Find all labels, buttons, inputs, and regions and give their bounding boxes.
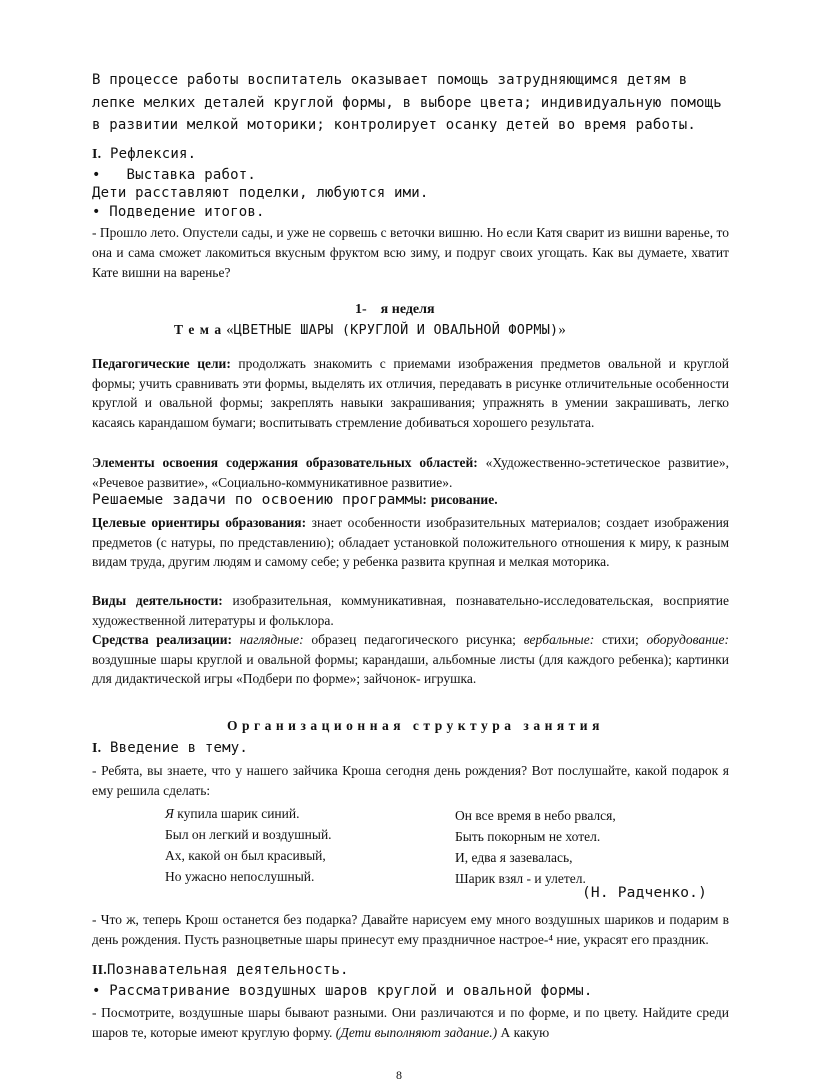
page-number: 8 [396,1068,402,1082]
topic-open-quote: « [226,322,234,338]
bullet-icon: • [92,983,101,999]
poem-line: И, едва я зазевалась, [455,850,573,865]
tasks-value: рисование. [430,492,498,507]
means-paragraph [92,630,729,689]
tasks-label: Решаемые задачи по освоению программы [92,492,423,508]
poem-line: Быть покорным не хотел. [455,829,601,844]
means-visual: образец педагогического рисунка; [311,632,516,647]
poem-line: Он все время в небо рвался, [455,808,616,823]
exhibition-line [92,167,256,183]
cognitive-text: - Посмотрите, воздушные шары бывают разными. Они различаются и по форме, и по цвету. Найдите среди шаров те, которые имеют круглую форму. [92,1005,729,1040]
summer-paragraph: - Прошло лето. Опустели сады, и уже не сорвешь с веточки вишню. Но если Катя сварит из вишни варенье, то она и сама сможет лакомиться вкусным фруктом всю зиму, и подруг своих угощать. Как вы думаете, хватит Кате вишни на варенье? [92,225,729,280]
week-label: я неделя [380,302,435,317]
intro-paragraph: В процессе работы воспитатель оказывает помощь затрудняющимся детям в лепке мелких деталей круглой формы, в выборе цвета; индивидуальную помощь в развитии мелкой моторики; контролирует осанку детей во время работы. [92,72,722,133]
cognitive-number: II. [92,963,107,978]
summary-title: Подведение итогов. [109,204,265,220]
cognitive-title: Познавательная деятельность. [107,962,349,978]
targets-label: Целевые ориентиры образования: [92,515,307,530]
goals-text: продолжать знакомить с приемами изображения предметов овальной и круглой формы; учить сравнивать эти формы, выделять их отличия, передавать в рисунке отличительные особенности круглой и овальной формы; закреплять навыки закрашивания; упражнять в умении закрашивать, легко касаясь карандашом бумаги; воспитывать стремление добиваться хорошего результата. [92,356,730,431]
means-visual-label: наглядные: [239,632,304,647]
intro-section-number: I. [92,741,102,756]
poem-line: Шарик взял - и улетел. [455,871,586,886]
elements-paragraph [92,453,729,492]
topic-close-quote: » [558,322,566,338]
cognitive-tail: А какую [500,1024,550,1040]
cognitive-heading [92,962,349,979]
intro-section-text: - Ребята, вы знаете, что у нашего зайчика Кроша сегодня день рождения? Вот послушайте, какой подарок я ему решила сделать: [92,763,729,798]
poem-line [165,806,299,822]
bullet-icon: • [92,167,101,183]
topic-title: ЦВЕТНЫЕ ШАРЫ (КРУГЛОЙ И ОВАЛЬНОЙ ФОРМЫ) [233,322,559,338]
cognitive-item: Рассматривание воздушных шаров круглой и овальной формы. [109,983,593,999]
means-verbal: стихи; [601,632,639,647]
poem-line: Но ужасно непослушный. [165,869,315,884]
poem-line-text: купила шарик синий. [177,806,300,821]
targets-paragraph [92,513,729,572]
activities-label: Виды деятельности: [92,593,223,608]
intro-section-title: Введение в тему. [110,740,249,756]
means-equipment-label: оборудование: [646,632,730,647]
after-poem-paragraph: - Что ж, теперь Крош останется без подарка? Давайте нарисуем ему много воздушных шариков и подарим в день рождения. Пусть разноцветные шары принесут ему праздничное настрое-⁴ ние, украсят его праздник. [92,912,729,947]
poem-line: Был он легкий и воздушный. [165,827,332,842]
goals-paragraph [92,354,729,433]
bullet-icon: • [92,204,101,220]
reflection-number: I. [92,147,102,162]
cognitive-paragraph [92,1003,729,1042]
cognitive-note: (Дети выполняют задание.) [335,1024,498,1040]
targets-text: знает особенности изобразительных материалов; создает изображения предметов (с натуры, по представлению); обладает установкой положительного отношения к миру, к разным видам труда, другим людям и самому себе; у ребенка развита крупная и мелкая моторика. [92,515,730,570]
reflection-title: Рефлексия. [110,146,197,162]
structure-title: Организационная структура занятия [227,718,604,733]
exhibition-title: Выставка работ. [126,167,256,183]
tasks-line [92,491,498,509]
means-equipment: воздушные шары круглой и овальной формы; карандаши, альбомные листы (для каждого ребенка); картинки для дидактической игры «Подбери по форме»; зайчонок- игрушка. [92,651,729,687]
poem-first-letter: Я [165,806,174,821]
week-heading [355,302,435,318]
poem-author: (Н. Радченко.) [582,885,708,901]
cognitive-item-line [92,983,593,999]
means-verbal-label: вербальные: [523,632,595,647]
activities-text: изобразительная, коммуникативная, познавательно-исследовательская, восприятие художественной литературы и фольклора. [92,593,729,628]
tasks-colon: : [422,492,427,507]
poem-line: Ах, какой он был красивый, [165,848,326,863]
elements-text: «Художественно-эстетическое развитие», «Речевое развитие», «Социально-коммуникативное развитие». [92,455,729,490]
topic-label: Т е м а [174,322,223,337]
exhibition-description: Дети расставляют поделки, любуются ими. [92,185,429,201]
activities-paragraph [92,591,729,630]
topic-heading [174,321,566,339]
week-number: 1- [355,302,367,317]
reflection-line [92,146,196,163]
elements-label: Элементы освоения содержания образовательных областей: [92,455,478,470]
goals-label: Педагогические цели: [92,356,231,371]
means-label: Средства реализации: [92,632,233,647]
intro-section-heading [92,740,248,757]
summary-line [92,204,265,220]
